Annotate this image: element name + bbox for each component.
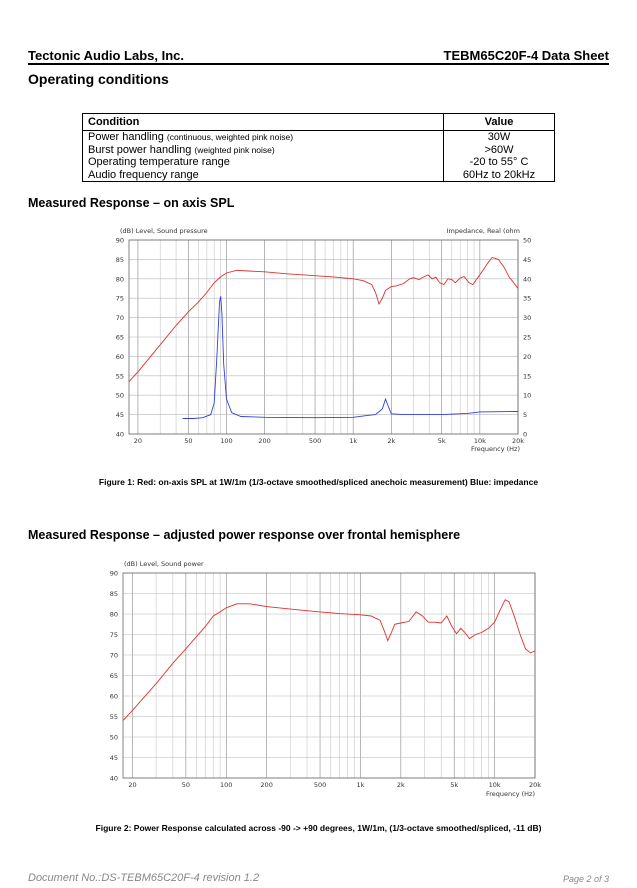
x-tick-label: 200 (258, 437, 271, 445)
x-tick-label: 20k (528, 781, 542, 789)
y-tick-label: 80 (109, 610, 118, 619)
condition-label: Audio frequency range (88, 168, 199, 181)
operating-conditions-table (82, 113, 555, 182)
power-chart (0, 555, 637, 800)
value-cell: -20 to 55° C (444, 156, 555, 169)
header-rule (28, 63, 609, 65)
col-value-header: Value (444, 114, 555, 131)
condition-cell (83, 169, 444, 182)
x-tick-label: 200 (260, 781, 273, 789)
right-axis-label: Impedance, Real (ohm (446, 227, 520, 235)
y-tick-label: 65 (115, 333, 124, 342)
spl-chart (0, 222, 637, 457)
x-tick-label: 2k (387, 437, 396, 445)
y-tick-label: 70 (109, 651, 118, 660)
y-tick-label: 70 (115, 314, 124, 323)
table-row (83, 131, 555, 144)
x-tick-label: 500 (313, 781, 327, 789)
value-cell: 30W (444, 131, 555, 144)
condition-note: (weighted pink noise) (194, 144, 275, 155)
x-tick-label: 100 (220, 437, 233, 445)
table-row (83, 156, 555, 169)
y-tick-label: 85 (109, 590, 118, 598)
figure1-caption: Figure 1: Red: on-axis SPL at 1W/1m (1/3-octave smoothed/spliced anechoic measurement) Blue: impedance (98, 477, 539, 487)
y-tick-label: 40 (115, 430, 124, 439)
level-line (123, 600, 535, 721)
y2-tick-label: 30 (523, 314, 532, 323)
y-tick-label: 75 (109, 631, 118, 639)
y2-tick-label: 0 (523, 430, 528, 439)
y2-tick-label: 25 (523, 333, 532, 342)
page-number: Page 2 of 3 (562, 874, 609, 884)
y-tick-label: 80 (115, 275, 124, 284)
x-axis-label: Frequency (Hz) (470, 445, 520, 453)
operating-conditions-heading: Operating conditions (28, 71, 169, 87)
section2-heading: Measured Response – adjusted power response over frontal hemisphere (28, 528, 461, 542)
col-condition-header: Condition (83, 114, 444, 131)
y-tick-label: 45 (115, 411, 124, 420)
y-tick-label: 45 (109, 754, 118, 762)
y2-tick-label: 5 (523, 411, 528, 420)
x-tick-label: 5k (450, 781, 459, 789)
section1-heading: Measured Response – on axis SPL (28, 196, 235, 210)
condition-label: Operating temperature range (88, 156, 230, 168)
figure2-caption: Figure 2: Power Response calculated across -90 -> +90 degrees, 1W/1m, (1/3-octave smoothed/spliced, -11 dB) (95, 823, 542, 833)
x-tick-label: 20 (133, 437, 143, 445)
value-cell: 60Hz to 20kHz (444, 169, 555, 182)
condition-cell (83, 131, 444, 144)
x-tick-label: 5k (437, 437, 446, 445)
y-tick-label: 75 (115, 294, 124, 303)
condition-label: Burst power handling (88, 143, 192, 156)
y-tick-label: 40 (109, 774, 118, 783)
y-tick-label: 65 (109, 672, 118, 680)
y2-tick-label: 40 (523, 275, 532, 284)
y-tick-label: 55 (115, 372, 124, 381)
y-tick-label: 85 (115, 255, 124, 264)
x-tick-label: 50 (181, 781, 191, 789)
left-axis-label: (dB) Level, Sound pressure (120, 227, 208, 235)
document-title: TEBM65C20F-4 Data Sheet (443, 48, 609, 63)
company-name: Tectonic Audio Labs, Inc. (28, 48, 185, 63)
y-tick-label: 50 (109, 733, 118, 742)
y2-tick-label: 15 (523, 372, 532, 381)
table-header-row (83, 114, 555, 131)
x-tick-label: 10k (488, 781, 501, 789)
condition-label: Power handling (88, 131, 164, 143)
y-tick-label: 50 (115, 391, 124, 400)
condition-note: (continuous, weighted pink noise) (166, 132, 294, 142)
value-cell: >60W (444, 144, 555, 157)
power-plot-area (110, 570, 542, 790)
y-tick-label: 90 (109, 569, 118, 578)
x-axis-label: Frequency (Hz) (485, 790, 535, 798)
x-tick-label: 50 (184, 437, 193, 445)
y2-tick-label: 45 (523, 255, 532, 264)
y-tick-label: 60 (109, 692, 118, 701)
condition-cell (83, 144, 444, 157)
x-tick-label: 2k (396, 781, 405, 789)
table-row (83, 169, 555, 182)
y2-tick-label: 10 (523, 391, 532, 400)
y2-tick-label: 50 (523, 236, 532, 245)
left-axis-label: (dB) Level, Sound power (124, 560, 204, 568)
x-tick-label: 10k (473, 437, 486, 445)
y-tick-label: 55 (109, 713, 118, 721)
table-row (83, 144, 555, 157)
x-tick-label: 20k (511, 437, 525, 445)
level-line (129, 258, 518, 382)
x-tick-label: 1k (349, 437, 358, 445)
y-tick-label: 60 (115, 352, 124, 361)
x-tick-label: 1k (356, 781, 365, 789)
y-tick-label: 90 (115, 236, 124, 245)
x-tick-label: 20 (128, 781, 137, 789)
x-tick-label: 100 (220, 781, 233, 789)
spl-plot-area (116, 237, 532, 446)
condition-cell (83, 156, 444, 169)
y2-tick-label: 20 (523, 352, 532, 361)
document-number: Document No.:DS-TEBM65C20F-4 revision 1.2 (28, 872, 260, 884)
x-tick-label: 500 (308, 437, 322, 445)
y2-tick-label: 35 (523, 294, 532, 303)
